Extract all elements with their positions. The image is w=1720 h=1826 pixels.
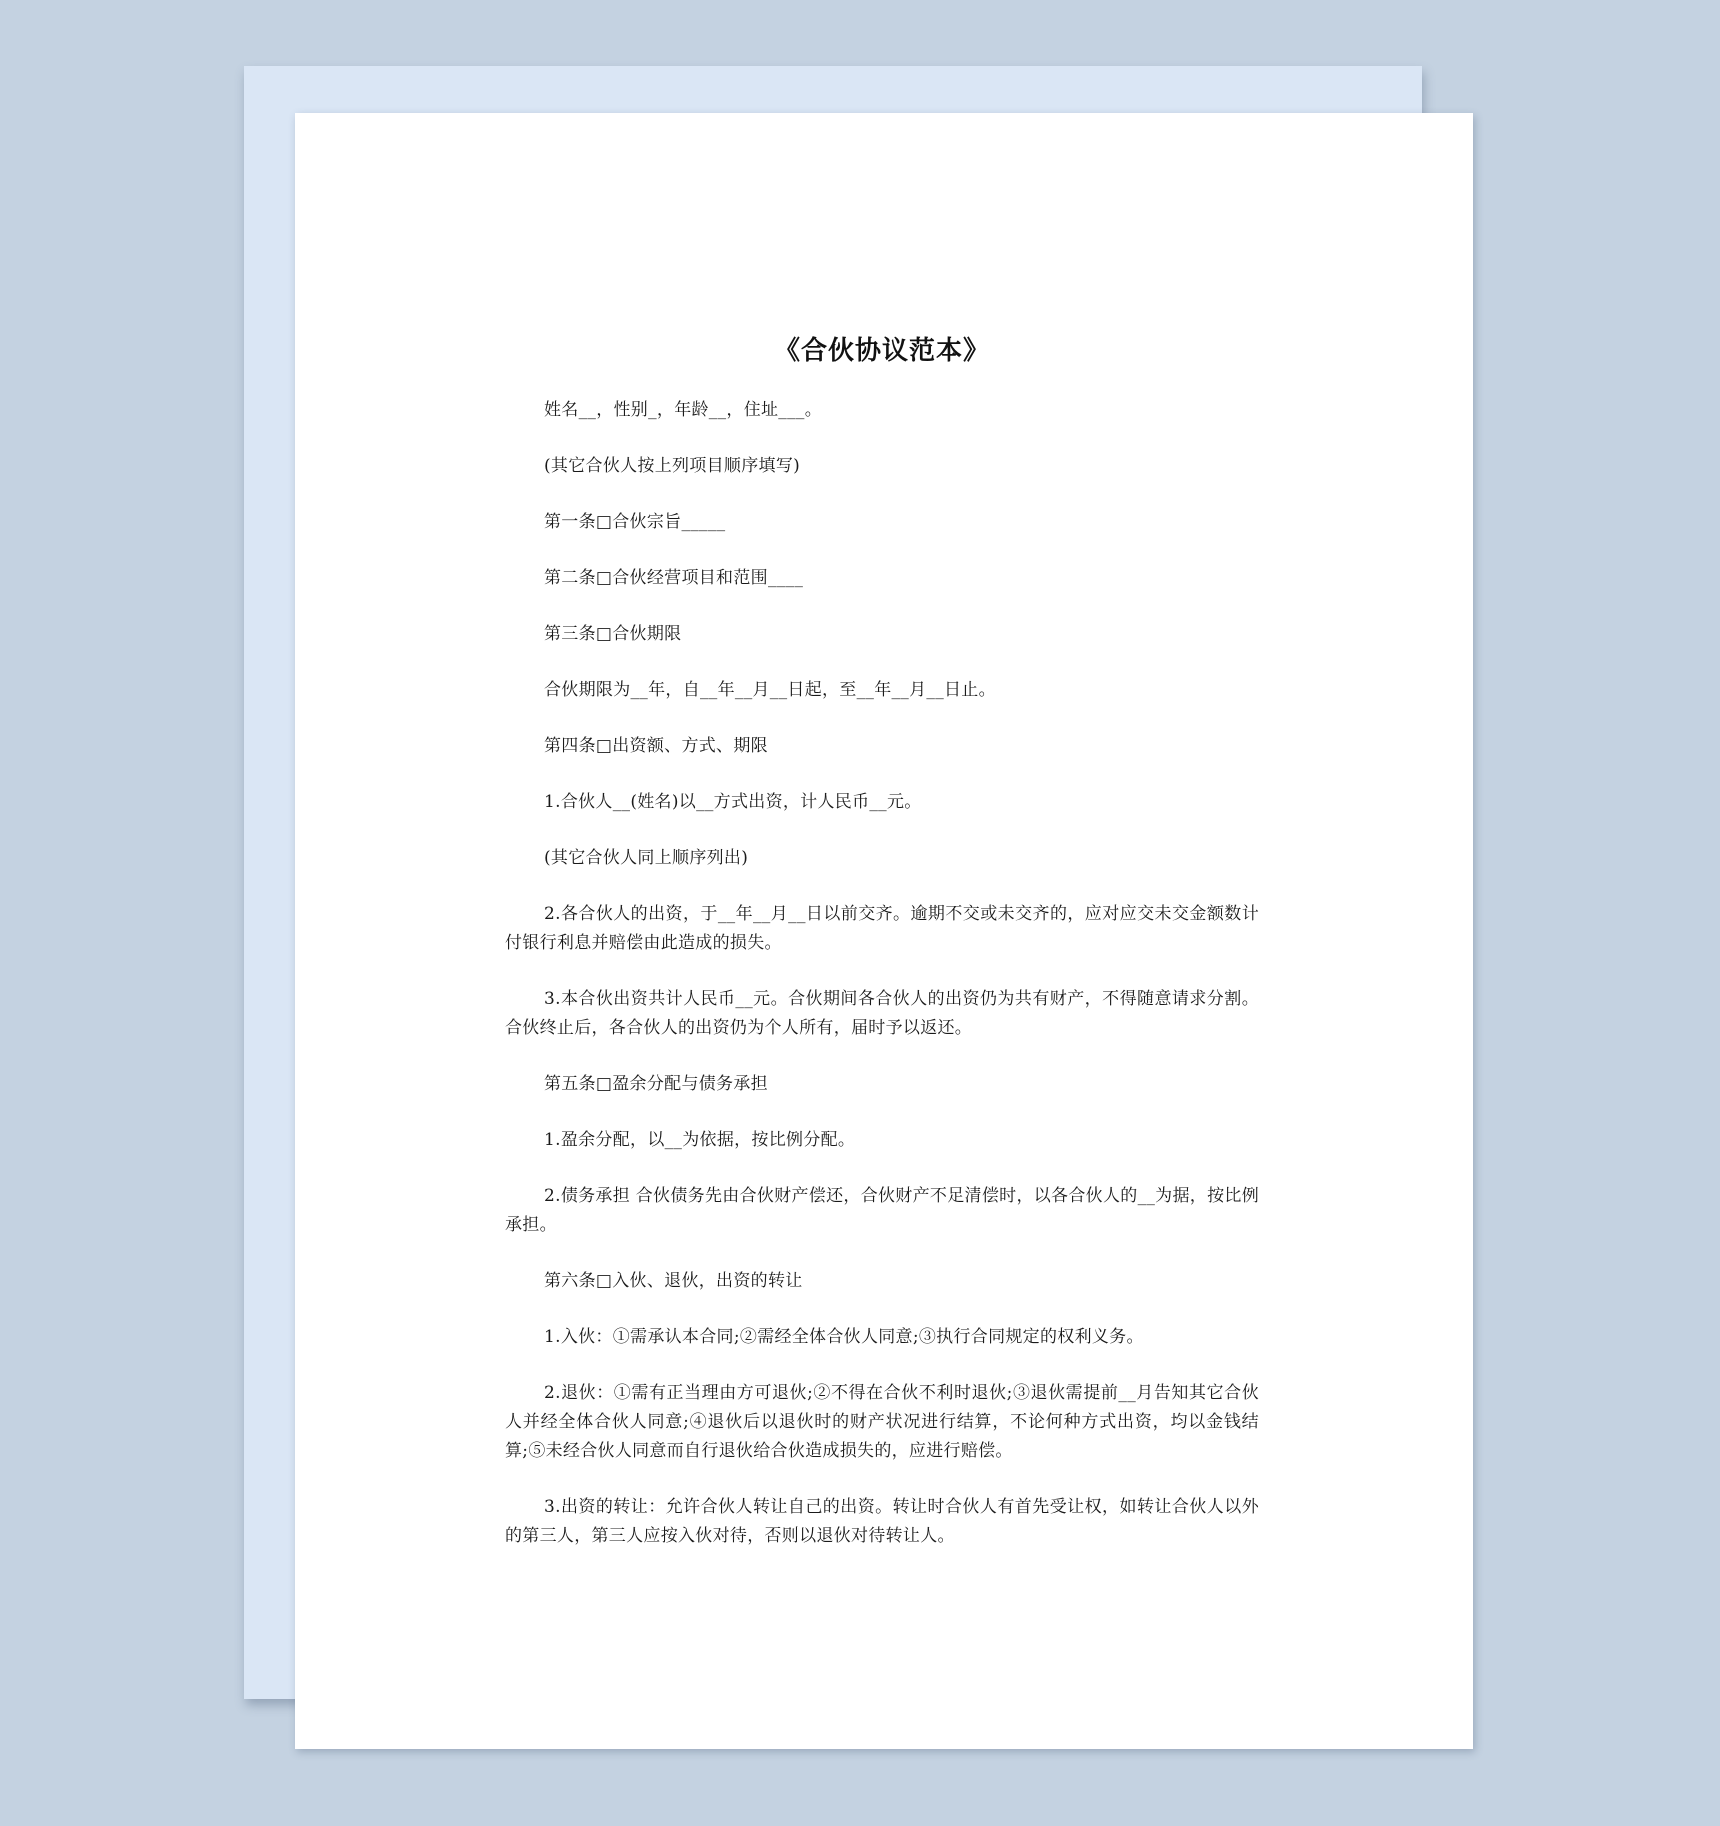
article-2-heading: 第二条□合伙经营项目和范围____ (544, 568, 804, 588)
document-body (505, 332, 1259, 1578)
contribution-clause-1: 1.合伙人__(姓名)以__方式出资，计人民币__元。 (544, 792, 922, 812)
party-info-line: 姓名__，性别_，年龄__，住址___。 (544, 400, 822, 420)
article-3-heading: 第三条□合伙期限 (544, 624, 682, 644)
contribution-clause-3: 3.本合伙出资共计人民币__元。合伙期间各合伙人的出资仍为共有财产，不得随意请求分割。合伙终止后，各合伙人的出资仍为个人所有，届时予以返还。 (505, 989, 1259, 1038)
article-5-heading: 第五条□盈余分配与债务承担 (544, 1074, 768, 1094)
document-title: 《合伙协议范本》 (773, 336, 990, 366)
profit-distribution-clause: 1.盈余分配，以__为依据，按比例分配。 (544, 1130, 856, 1150)
article-1-heading: 第一条□合伙宗旨_____ (544, 512, 726, 532)
partnership-term-text: 合伙期限为__年，自__年__月__日起，至__年__月__日止。 (544, 680, 996, 700)
other-partners-list-note: (其它合伙人同上顺序列出) (544, 848, 749, 868)
transfer-clause: 3.出资的转让：允许合伙人转让自己的出资。转让时合伙人有首先受让权，如转让合伙人以外的第三人，第三人应按入伙对待，否则以退伙对待转让人。 (505, 1497, 1259, 1546)
debt-bearing-clause: 2.债务承担 合伙债务先由合伙财产偿还，合伙财产不足清偿时，以各合伙人的__为据，按比例承担。 (505, 1186, 1259, 1235)
article-6-heading: 第六条□入伙、退伙，出资的转让 (544, 1271, 803, 1291)
other-partners-note: (其它合伙人按上列项目顺序填写) (544, 456, 801, 476)
admission-clause: 1.入伙：①需承认本合同;②需经全体合伙人同意;③执行合同规定的权利义务。 (544, 1327, 1144, 1347)
article-4-heading: 第四条□出资额、方式、期限 (544, 736, 768, 756)
contribution-clause-2: 2.各合伙人的出资，于__年__月__日以前交齐。逾期不交或未交齐的，应对应交未交金额数计付银行利息并赔偿由此造成的损失。 (505, 904, 1259, 953)
withdrawal-clause: 2.退伙：①需有正当理由方可退伙;②不得在合伙不利时退伙;③退伙需提前__月告知其它合伙人并经全体合伙人同意;④退伙后以退伙时的财产状况进行结算，不论何种方式出资，均以金钱结算;⑤未经合伙人同意而自行退伙给合伙造成损失的，应进行赔偿。 (505, 1383, 1259, 1461)
